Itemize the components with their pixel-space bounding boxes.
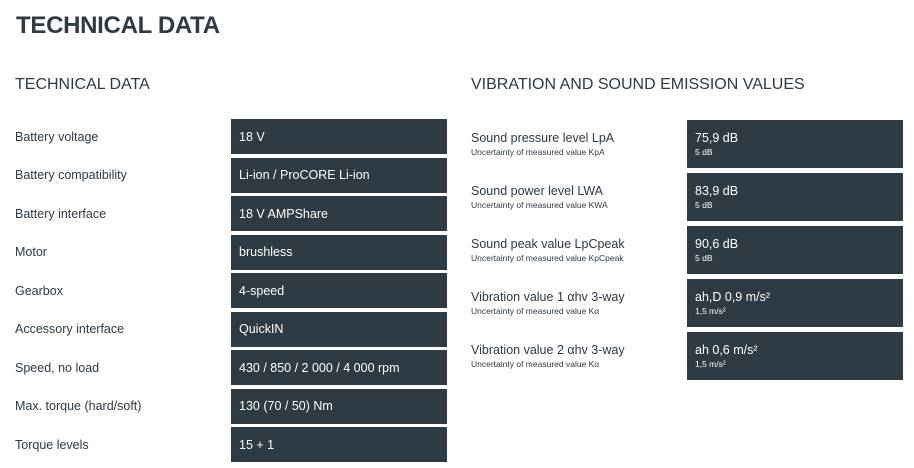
emission-label-main: Vibration value 2 αhv 3-way — [471, 342, 625, 357]
emission-label — [471, 184, 687, 211]
spec-row-gearbox — [15, 273, 447, 308]
spec-value: brushless — [231, 235, 447, 270]
emission-label-uncertainty: Uncertainty of measured value KpA — [471, 146, 605, 157]
emission-label — [471, 343, 687, 370]
emission-label-main: Sound pressure level LpA — [471, 130, 615, 145]
emission-label — [471, 290, 687, 317]
spec-value: QuickIN — [231, 312, 447, 347]
spec-label: Torque levels — [15, 437, 89, 452]
emission-value — [687, 332, 903, 380]
spec-value: Li-ion / ProCORE Li-ion — [231, 158, 447, 193]
spec-value: 18 V — [231, 119, 447, 154]
emission-row-sound-peak — [471, 226, 903, 274]
emission-value-main: 83,9 dB — [695, 183, 739, 198]
emission-label-uncertainty: Uncertainty of measured value Kα — [471, 305, 600, 316]
spec-row-accessory-interface — [15, 312, 447, 347]
emission-value-main: 90,6 dB — [695, 236, 739, 251]
emission-value-main: ah 0,6 m/s² — [695, 342, 758, 357]
emission-row-sound-power — [471, 173, 903, 221]
spec-row-torque-levels — [15, 427, 447, 462]
spec-row-battery-compatibility — [15, 158, 447, 193]
emission-value-uncertainty: 5 dB — [695, 146, 713, 157]
emission-value — [687, 120, 903, 168]
emission-value — [687, 279, 903, 327]
technical-data-table — [15, 119, 447, 466]
spec-label: Max. torque (hard/soft) — [15, 399, 142, 413]
emission-row-vibration-1 — [471, 279, 903, 327]
emission-value-uncertainty: 1,5 m/s² — [695, 358, 726, 369]
emission-row-vibration-2 — [471, 332, 903, 380]
vibration-section-title: VIBRATION AND SOUND EMISSION VALUES — [471, 76, 805, 93]
spec-label: Accessory interface — [15, 322, 125, 336]
spec-label: Speed, no load — [15, 360, 100, 375]
page-title: TECHNICAL DATA — [16, 12, 220, 39]
spec-value: 4-speed — [231, 273, 447, 308]
spec-row-speed-no-load — [15, 350, 447, 385]
technical-data-section-title: TECHNICAL DATA — [15, 76, 150, 93]
spec-row-battery-voltage — [15, 119, 447, 154]
spec-label: Motor — [15, 245, 47, 259]
spec-value: 430 / 850 / 2 000 / 4 000 rpm — [231, 350, 447, 385]
spec-value: 18 V AMPShare — [231, 196, 447, 231]
emission-value — [687, 173, 903, 221]
spec-value: 130 (70 / 50) Nm — [231, 389, 447, 424]
emission-label — [471, 131, 687, 158]
emission-value-uncertainty: 5 dB — [695, 252, 713, 263]
emission-value-uncertainty: 5 dB — [695, 199, 713, 210]
emission-label-uncertainty: Uncertainty of measured value KpCpeak — [471, 252, 624, 263]
emission-row-sound-pressure — [471, 120, 903, 168]
emission-label-uncertainty: Uncertainty of measured value Kα — [471, 358, 600, 369]
spec-row-battery-interface — [15, 196, 447, 231]
emission-value-main: 75,9 dB — [695, 130, 739, 145]
emission-label — [471, 237, 687, 264]
spec-label: Battery voltage — [15, 129, 99, 144]
spec-label: Battery compatibility — [15, 168, 127, 182]
spec-row-motor — [15, 235, 447, 270]
emission-label-main: Sound power level LWA — [471, 183, 604, 198]
vibration-sound-table — [471, 120, 903, 385]
spec-label: Battery interface — [15, 206, 107, 221]
emission-label-uncertainty: Uncertainty of measured value KWA — [471, 199, 608, 210]
emission-label-main: Vibration value 1 αhv 3-way — [471, 289, 625, 304]
spec-label: Gearbox — [15, 283, 63, 298]
emission-value-uncertainty: 1,5 m/s² — [695, 305, 726, 316]
emission-value-main: ah,D 0,9 m/s² — [695, 289, 771, 304]
emission-label-main: Sound peak value LpCpeak — [471, 236, 625, 251]
emission-value — [687, 226, 903, 274]
spec-row-max-torque — [15, 389, 447, 424]
spec-value: 15 + 1 — [231, 427, 447, 462]
